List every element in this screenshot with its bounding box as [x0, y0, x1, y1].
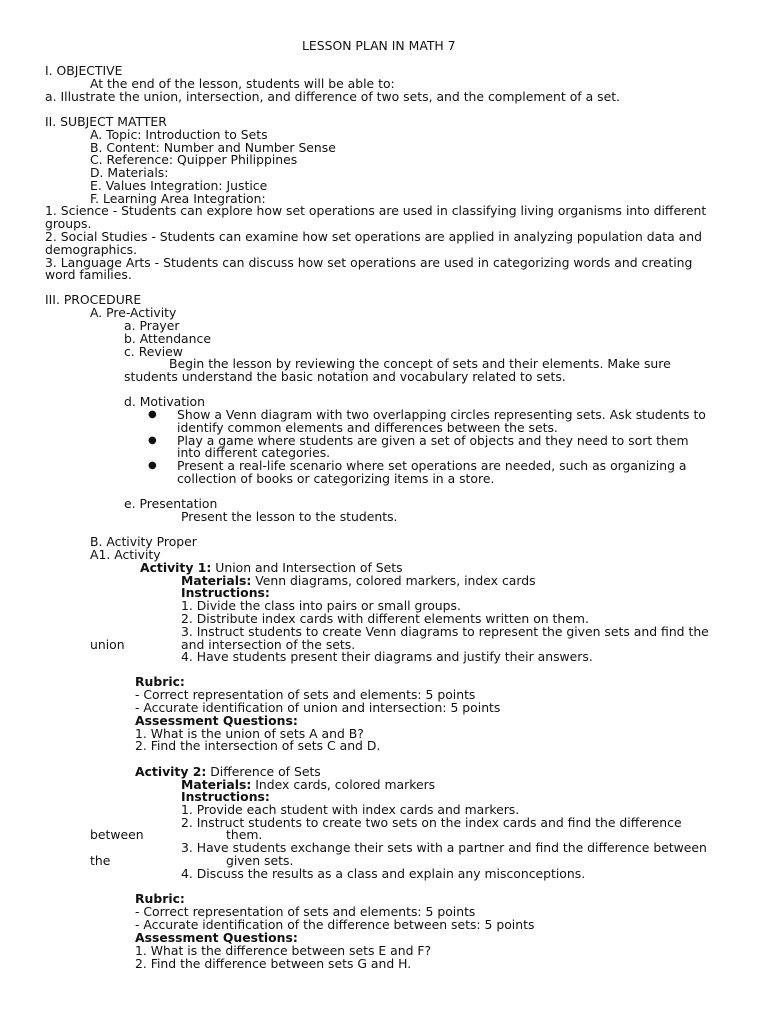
activity2-rubric-label: Rubric:: [135, 891, 185, 906]
subject-matter-heading: II. SUBJECT MATTER: [45, 114, 167, 129]
activity1-label: Activity 1:: [140, 560, 212, 575]
activity2-step-3-cont: given sets.: [226, 853, 294, 868]
activity2-materials-text: Index cards, colored markers: [251, 777, 436, 792]
activity2-rubric-2: - Accurate identification of the difference between sets: 5 points: [135, 917, 535, 932]
bullet-icon: ●: [148, 435, 157, 446]
activity2-question-1: 1. What is the difference between sets E and F?: [135, 943, 432, 958]
activity1-name: Union and Intersection of Sets: [211, 560, 403, 575]
activity1-step-3-left: union: [90, 637, 125, 652]
activity1-rubric-label: Rubric:: [135, 674, 185, 689]
values-line: E. Values Integration: Justice: [90, 178, 268, 193]
activity2-instructions-label: Instructions:: [181, 789, 270, 804]
motivation-bullet-1: Show a Venn diagram with two overlapping circles representing sets. Ask students to: [177, 407, 706, 422]
review-text: Begin the lesson by reviewing the concept of sets and their elements. Make sure: [169, 356, 671, 371]
document-title: LESSON PLAN IN MATH 7: [302, 38, 456, 53]
presentation-line: e. Presentation: [124, 496, 218, 511]
activity1-instructions-label: Instructions:: [181, 585, 270, 600]
activity2-question-2: 2. Find the difference between sets G and H.: [135, 956, 412, 971]
language-arts-line-cont: word families.: [45, 267, 132, 282]
language-arts-line: 3. Language Arts - Students can discuss how set operations are used in categorizing words and creating: [45, 255, 693, 270]
learning-area-line: F. Learning Area Integration:: [90, 191, 266, 206]
objective-intro: At the end of the lesson, students will be able to:: [90, 76, 395, 91]
activity2-step-2: 2. Instruct students to create two sets on the index cards and find the difference: [181, 815, 682, 830]
activity1-rubric-2: - Accurate identification of union and intersection: 5 points: [135, 700, 501, 715]
activity2-step-4: 4. Discuss the results as a class and explain any misconceptions.: [181, 866, 586, 881]
procedure-heading: III. PROCEDURE: [45, 292, 142, 307]
activity2-step-2-cont: them.: [226, 827, 263, 842]
activity1-step-4: 4. Have students present their diagrams and justify their answers.: [181, 649, 593, 664]
activity1-step-2: 2. Distribute index cards with different elements written on them.: [181, 611, 589, 626]
activity1-step-3-cont: and intersection of the sets.: [181, 637, 356, 652]
review-text-cont: students understand the basic notation and vocabulary related to sets.: [124, 369, 566, 384]
activity2-step-3: 3. Have students exchange their sets with a partner and find the difference between: [181, 840, 707, 855]
objective-item-a: a. Illustrate the union, intersection, and difference of two sets, and the complement of a set.: [45, 89, 620, 104]
activity2-name: Difference of Sets: [206, 764, 321, 779]
activity2-rubric-1: - Correct representation of sets and elements: 5 points: [135, 904, 476, 919]
activity2-step-2-left: between: [90, 827, 144, 842]
science-line-cont: groups.: [45, 216, 92, 231]
activity1-question-1: 1. What is the union of sets A and B?: [135, 726, 364, 741]
bullet-icon: ●: [148, 409, 157, 420]
activity-proper-line: B. Activity Proper: [90, 534, 197, 549]
motivation-bullet-2: Play a game where students are given a set of objects and they need to sort them: [177, 433, 689, 448]
objective-heading: I. OBJECTIVE: [45, 63, 123, 78]
motivation-bullet-3: Present a real-life scenario where set operations are needed, such as organizing a: [177, 458, 687, 473]
activity1-step-3: 3. Instruct students to create Venn diagrams to represent the given sets and find the: [181, 624, 709, 639]
activity1-question-2: 2. Find the intersection of sets C and D.: [135, 738, 381, 753]
activity1-materials-label: Materials:: [181, 573, 252, 588]
science-line: 1. Science - Students can explore how set operations are used in classifying living organisms into different: [45, 203, 707, 218]
activity1-assessment-label: Assessment Questions:: [135, 713, 298, 728]
activity2-label: Activity 2:: [135, 764, 207, 779]
motivation-bullet-3-cont: collection of books or categorizing items in a store.: [177, 471, 495, 486]
activity2-materials-label: Materials:: [181, 777, 252, 792]
content-line: B. Content: Number and Number Sense: [90, 140, 336, 155]
activity1-rubric-1: - Correct representation of sets and elements: 5 points: [135, 687, 476, 702]
bullet-icon: ●: [148, 460, 157, 471]
motivation-bullet-2-cont: into different categories.: [177, 445, 331, 460]
prayer-line: a. Prayer: [124, 318, 180, 333]
review-line: c. Review: [124, 344, 183, 359]
motivation-line: d. Motivation: [124, 394, 205, 409]
reference-line: C. Reference: Quipper Philippines: [90, 152, 298, 167]
materials-line: D. Materials:: [90, 165, 169, 180]
activity2-step-1: 1. Provide each student with index cards and markers.: [181, 802, 520, 817]
social-studies-line-cont: demographics.: [45, 242, 138, 257]
presentation-text: Present the lesson to the students.: [181, 509, 398, 524]
social-studies-line: 2. Social Studies - Students can examine how set operations are applied in analyzing population data and: [45, 229, 702, 244]
activity2-assessment-label: Assessment Questions:: [135, 930, 298, 945]
topic-line: A. Topic: Introduction to Sets: [90, 127, 268, 142]
motivation-bullet-1-cont: identify common elements and differences between the sets.: [177, 420, 558, 435]
activity1-step-1: 1. Divide the class into pairs or small groups.: [181, 598, 461, 613]
pre-activity-line: A. Pre-Activity: [90, 305, 177, 320]
activity1-materials-text: Venn diagrams, colored markers, index cards: [251, 573, 536, 588]
a1-activity-line: A1. Activity: [90, 547, 161, 562]
attendance-line: b. Attendance: [124, 331, 211, 346]
activity2-step-3-left: the: [90, 853, 111, 868]
